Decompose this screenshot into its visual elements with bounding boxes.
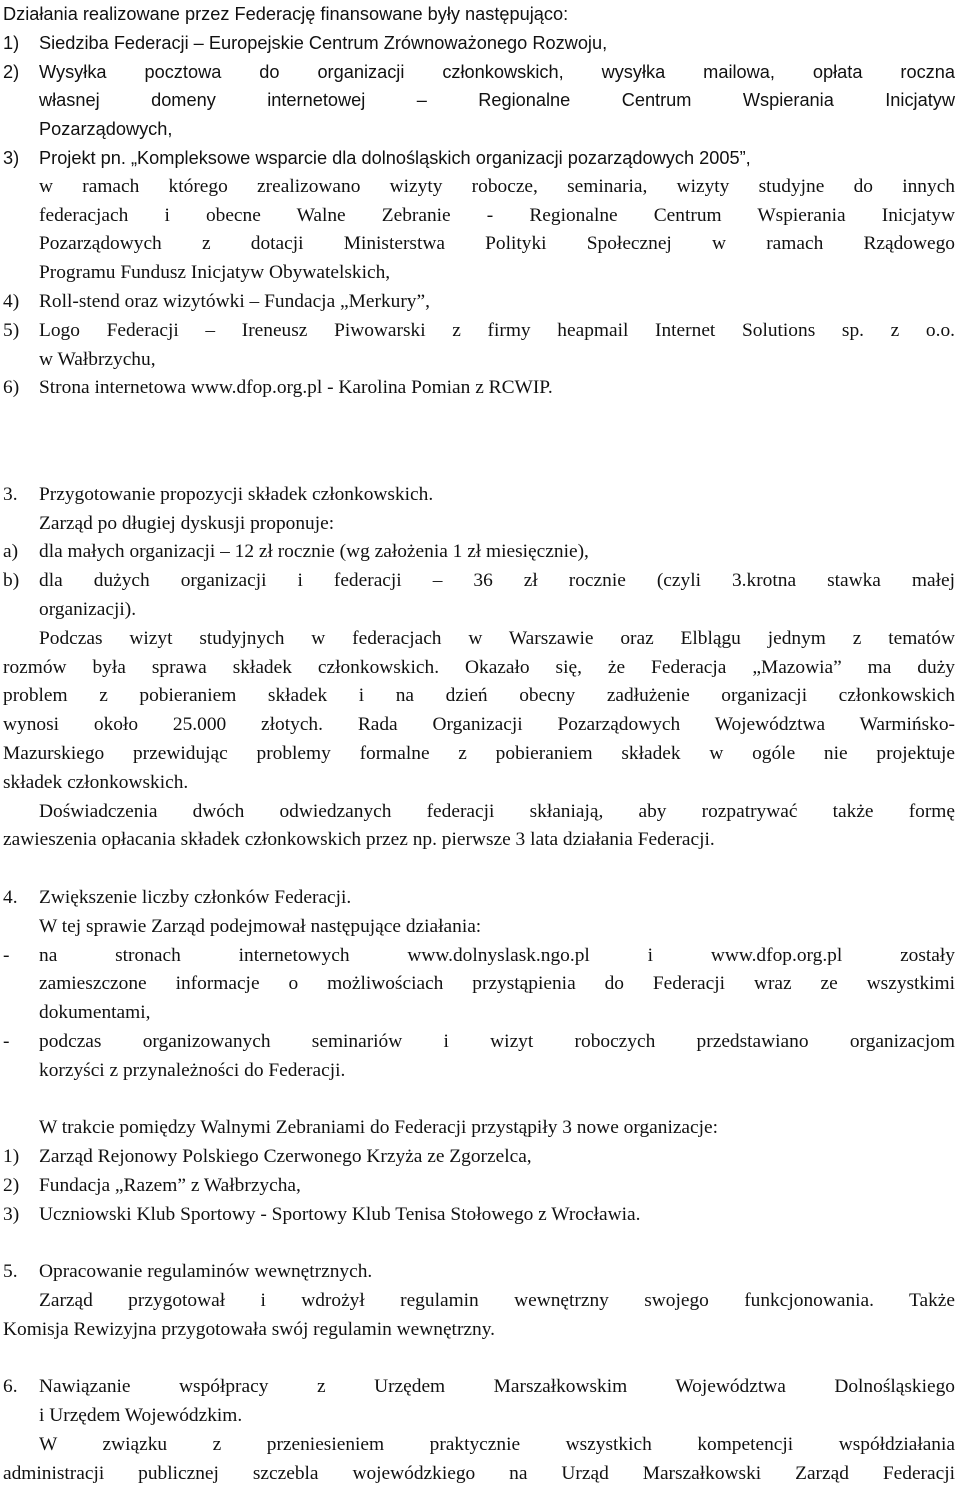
list-number: 6) bbox=[3, 377, 20, 399]
section-heading bbox=[3, 481, 955, 510]
section-number: 4. bbox=[3, 886, 18, 908]
list-text: Projekt pn. „Kompleksowe wsparcie dla dolnośląskich organizacji pozarządowych 2005”, bbox=[39, 147, 751, 168]
option-a bbox=[3, 538, 955, 567]
section-lead: Zarząd po długiej dyskusji proponuje: bbox=[39, 512, 335, 534]
list-number: 2) bbox=[3, 1174, 20, 1196]
section-title: Zwiększenie liczby członków Federacji. bbox=[39, 886, 352, 908]
list-text: podczas organizowanych seminariów i wizyt roboczych przedstawiano organizacjom bbox=[39, 1030, 955, 1052]
list-text-continued: zamieszczone informacje o możliwościach przystąpienia do Federacji wraz ze wszystkimi bbox=[39, 973, 955, 995]
section-6 bbox=[3, 1373, 955, 1488]
paragraph-line bbox=[3, 1287, 955, 1316]
list-text: Roll-stend oraz wizytówki – Fundacja „Merkury”, bbox=[39, 290, 430, 312]
paragraph-line bbox=[3, 625, 955, 654]
section-title: Nawiązanie współpracy z Urzędem Marszałkowskim Województwa Dolnośląskiego bbox=[39, 1376, 955, 1398]
section-title: Opracowanie regulaminów wewnętrznych. bbox=[39, 1261, 373, 1283]
section-title-continued: i Urzędem Wojewódzkim. bbox=[39, 1405, 243, 1427]
paragraph-line: składek członkowskich. bbox=[3, 771, 189, 793]
section-number: 6. bbox=[3, 1376, 18, 1398]
bullet-mark: - bbox=[3, 1030, 10, 1052]
section-5 bbox=[3, 1258, 955, 1344]
spacer bbox=[3, 461, 955, 481]
spacer bbox=[3, 1085, 955, 1114]
list-text-continued: Pozarządowych, bbox=[39, 119, 173, 140]
list-letter: b) bbox=[3, 570, 20, 592]
paragraph-line bbox=[3, 798, 955, 827]
list-text-continued: Pozarządowych z dotacji Ministerstwa Polityki Społecznej w ramach Rządowego bbox=[39, 233, 955, 255]
section-heading bbox=[3, 1258, 955, 1287]
bullet-item-2 bbox=[3, 1028, 955, 1057]
spacer bbox=[3, 1229, 955, 1258]
intro-item-3 bbox=[3, 144, 955, 173]
bullet-item-1 bbox=[3, 942, 955, 971]
intro-item-5 bbox=[3, 317, 955, 346]
option-b bbox=[3, 567, 955, 596]
list-text-continued: w ramach którego zrealizowano wizyty robocze, seminaria, wizyty studyjne do innych bbox=[39, 175, 955, 197]
list-text-continued: organizacji). bbox=[39, 598, 137, 620]
new-member-1 bbox=[3, 1143, 955, 1172]
intro-item-4 bbox=[3, 288, 955, 317]
list-text-continued: federacjach i obecne Walne Zebranie - Regionalne Centrum Wspierania Inicjatyw bbox=[39, 204, 955, 226]
spacer bbox=[3, 1345, 955, 1374]
spacer bbox=[3, 403, 955, 461]
section-title: Przygotowanie propozycji składek członkowskich. bbox=[39, 483, 434, 505]
intro-item-6 bbox=[3, 374, 955, 403]
list-text: na stronach internetowych www.dolnyslask.ngo.pl i www.dfop.org.pl zostały bbox=[39, 944, 955, 966]
list-text-continued: dokumentami, bbox=[39, 1002, 151, 1024]
list-number: 1) bbox=[3, 1146, 20, 1168]
paragraph-line: Komisja Rewizyjna przygotowała swój regulamin wewnętrzny. bbox=[3, 1318, 495, 1340]
paragraph-line: administracji publicznej szczebla wojewódzkiego na Urząd Marszałkowski Zarząd Federacji bbox=[3, 1462, 955, 1484]
paragraph-line: wynosi około 25.000 złotych. Rada Organizacji Pozarządowych Województwa Warmińsko- bbox=[3, 714, 955, 736]
section-heading bbox=[3, 1373, 955, 1402]
list-text: Fundacja „Razem” z Wałbrzycha, bbox=[39, 1174, 301, 1196]
paragraph-line: problem z pobieraniem składek i na dzień obecny zadłużenie organizacji członkowskich bbox=[3, 685, 955, 707]
list-text: dla dużych organizacji i federacji – 36 zł rocznie (czyli 3.krotna stawka małej bbox=[39, 570, 955, 592]
section-number: 3. bbox=[3, 483, 18, 505]
section-3 bbox=[3, 481, 955, 855]
new-member-2 bbox=[3, 1172, 955, 1201]
paragraph-text: Zarząd przygotował i wdrożył regulamin wewnętrzny swojego funkcjonowania. Także bbox=[39, 1290, 955, 1312]
section-4 bbox=[3, 884, 955, 1230]
new-members-lead: W trakcie pomiędzy Walnymi Zebraniami do Federacji przystąpiły 3 nowe organizacje: bbox=[39, 1117, 719, 1139]
list-text-continued: własnej domeny internetowej – Regionalne Centrum Wspierania Inicjatyw bbox=[39, 90, 955, 111]
list-text: Logo Federacji – Ireneusz Piwowarski z firmy heapmail Internet Solutions sp. z o.o. bbox=[39, 319, 955, 341]
intro-item-2 bbox=[3, 58, 955, 87]
new-member-3 bbox=[3, 1201, 955, 1230]
list-text-continued: w Wałbrzychu, bbox=[39, 348, 156, 370]
list-number: 3) bbox=[3, 1203, 20, 1225]
paragraph-line: Mazurskiego przewidując problemy formalne z pobieraniem składek w ogóle nie projektuje bbox=[3, 742, 955, 764]
intro-item-1 bbox=[3, 29, 955, 58]
list-letter: a) bbox=[3, 541, 19, 563]
list-number: 1) bbox=[3, 32, 20, 53]
list-text: Uczniowski Klub Sportowy - Sportowy Klub Tenisa Stołowego z Wrocławia. bbox=[39, 1203, 641, 1225]
list-number: 2) bbox=[3, 61, 20, 82]
list-text-continued: korzyści z przynależności do Federacji. bbox=[39, 1059, 346, 1081]
section-heading bbox=[3, 884, 955, 913]
list-text: Wysyłka pocztowa do organizacji członkowskich, wysyłka mailowa, opłata roczna bbox=[39, 61, 955, 82]
intro-heading: Działania realizowane przez Federację finansowane były następująco: bbox=[3, 4, 569, 24]
paragraph-line: rozmów była sprawa składek członkowskich. Okazało się, że Federacja „Mazowia” ma duży bbox=[3, 656, 955, 678]
list-text: Zarząd Rejonowy Polskiego Czerwonego Krzyża ze Zgorzelca, bbox=[39, 1146, 532, 1168]
section-lead: W tej sprawie Zarząd podejmował następujące działania: bbox=[39, 915, 482, 937]
spacer bbox=[3, 855, 955, 884]
list-text-continued: Programu Fundusz Inicjatyw Obywatelskich, bbox=[39, 262, 391, 284]
list-number: 3) bbox=[3, 147, 20, 168]
list-text: dla małych organizacji – 12 zł rocznie (wg założenia 1 zł miesięcznie), bbox=[39, 541, 589, 563]
paragraph-text: Doświadczenia dwóch odwiedzanych federacji skłaniają, aby rozpatrywać także formę bbox=[39, 800, 955, 822]
paragraph-line: zawieszenia opłacania składek członkowskich przez np. pierwsze 3 lata działania Federacji. bbox=[3, 829, 715, 851]
intro-section-serif bbox=[3, 173, 955, 403]
list-text: Siedziba Federacji – Europejskie Centrum Zrównoważonego Rozwoju, bbox=[39, 32, 608, 53]
list-number: 4) bbox=[3, 290, 20, 312]
list-text: Strona internetowa www.dfop.org.pl - Karolina Pomian z RCWIP. bbox=[39, 377, 553, 399]
list-number: 5) bbox=[3, 319, 20, 341]
paragraph-line: W związku z przeniesieniem praktycznie wszystkich kompetencji współdziałania bbox=[39, 1434, 955, 1456]
section-number: 5. bbox=[3, 1261, 18, 1283]
intro-section bbox=[3, 0, 955, 173]
paragraph-text: Podczas wizyt studyjnych w federacjach w Warszawie oraz Elblągu jednym z tematów bbox=[39, 627, 955, 649]
bullet-mark: - bbox=[3, 944, 10, 966]
